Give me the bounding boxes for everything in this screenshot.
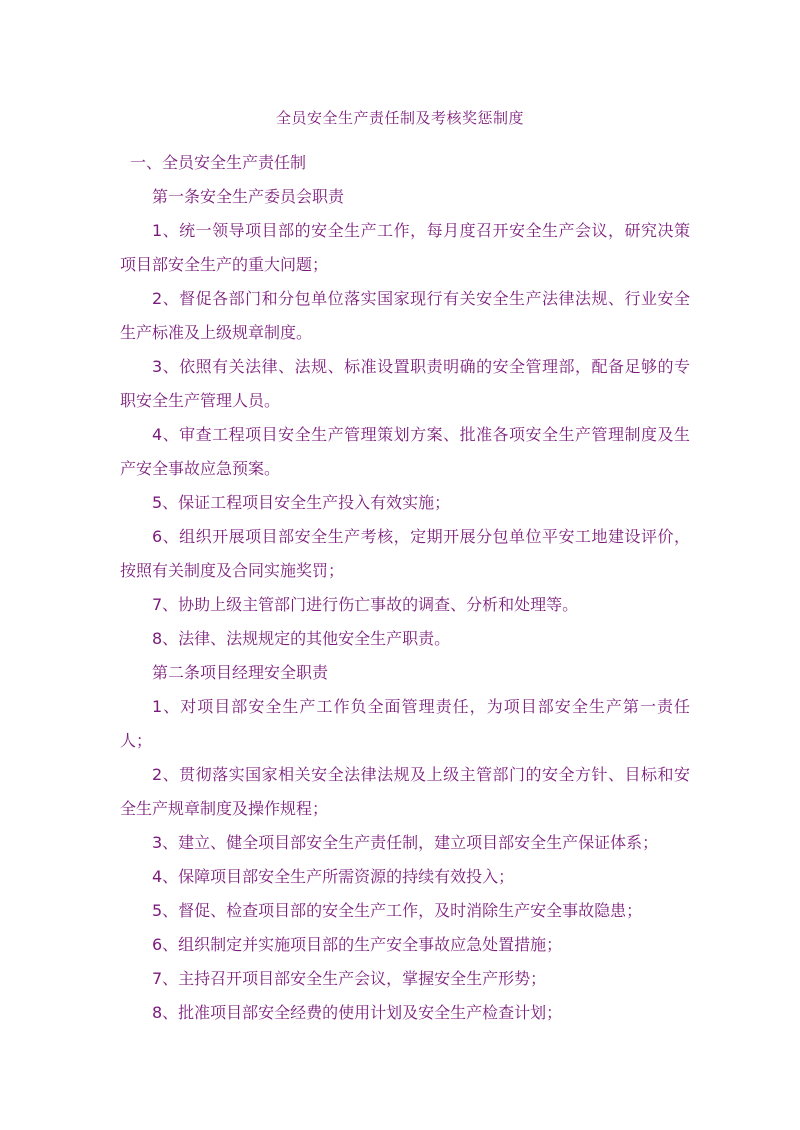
- paragraph: 2、贯彻落实国家相关安全法律法规及上级主管部门的安全方针、目标和安全生产规章制度及操作规程；: [120, 765, 690, 818]
- paragraph: 4、保障项目部安全生产所需资源的持续有效投入；: [152, 867, 515, 886]
- paragraph: 1、对项目部安全生产工作负全面管理责任，为项目部安全生产第一责任人；: [120, 697, 690, 750]
- paragraph: 5、保证工程项目安全生产投入有效实施；: [152, 493, 451, 512]
- section-heading: 一、全员安全生产责任制: [130, 153, 307, 172]
- paragraph: 6、组织制定并实施项目部的生产安全事故应急处置措施；: [152, 935, 563, 954]
- paragraph: 8、法律、法规规定的其他安全生产职责。: [152, 629, 451, 648]
- article-heading: 第二条项目经理安全职责: [152, 663, 329, 682]
- paragraph: 2、督促各部门和分包单位落实国家现行有关安全生产法律法规、行业安全生产标准及上级规章制度。: [120, 289, 690, 342]
- article-heading: 第一条安全生产委员会职责: [152, 187, 345, 206]
- paragraph: 7、协助上级主管部门进行伤亡事故的调查、分析和处理等。: [152, 595, 579, 614]
- paragraph: 1、统一领导项目部的安全生产工作，每月度召开安全生产会议，研究决策项目部安全生产的重大问题；: [120, 221, 690, 274]
- paragraph: 8、批准项目部安全经费的使用计划及安全生产检查计划；: [152, 1003, 563, 1022]
- paragraph: 7、主持召开项目部安全生产会议，掌握安全生产形势；: [152, 969, 547, 988]
- paragraph: 3、依照有关法律、法规、标准设置职责明确的安全管理部，配备足够的专职安全生产管理人员。: [120, 357, 690, 410]
- paragraph: 6、组织开展项目部安全生产考核，定期开展分包单位平安工地建设评价，按照有关制度及合同实施奖罚；: [120, 527, 690, 580]
- document-body: [120, 146, 690, 1030]
- paragraph: 5、督促、检查项目部的安全生产工作，及时消除生产安全事故隐患；: [152, 901, 643, 920]
- paragraph: 4、审查工程项目安全生产管理策划方案、批准各项安全生产管理制度及生产安全事故应急预案。: [120, 425, 690, 478]
- document-title: 全员安全生产责任制及考核奖惩制度: [275, 109, 524, 127]
- paragraph: 3、建立、健全项目部安全生产责任制，建立项目部安全生产保证体系；: [152, 833, 659, 852]
